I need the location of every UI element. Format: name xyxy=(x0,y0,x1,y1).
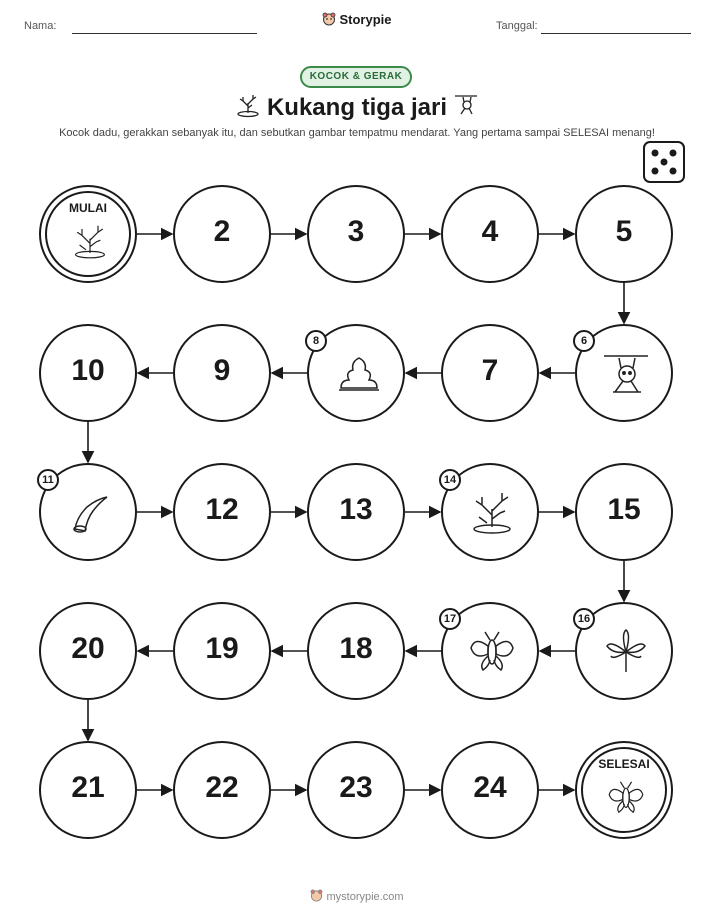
page-title xyxy=(0,92,714,125)
board-space-4 xyxy=(441,185,539,283)
coral-icon xyxy=(70,221,110,266)
space-number: 9 xyxy=(213,354,231,387)
claw-icon xyxy=(65,487,115,542)
date-label: Tanggal: xyxy=(496,20,538,32)
space-number: 13 xyxy=(339,493,373,526)
board-space-5 xyxy=(575,185,673,283)
leaf-icon xyxy=(601,626,651,681)
space-number: 3 xyxy=(347,215,365,248)
space-number: 24 xyxy=(473,771,507,804)
space-number: 4 xyxy=(481,215,499,248)
space-number: 19 xyxy=(205,632,239,665)
board-space-24 xyxy=(441,741,539,839)
storypie-logo-icon xyxy=(322,12,336,29)
space-number-badge: 17 xyxy=(439,608,461,630)
space-number-badge: 11 xyxy=(37,469,59,491)
space-number: 20 xyxy=(71,632,105,665)
game-type-badge: KOCOK & GERAK xyxy=(300,66,412,88)
storypie-logo-icon xyxy=(310,889,323,905)
board-space-18 xyxy=(307,602,405,700)
board-space-23 xyxy=(307,741,405,839)
finish-space xyxy=(575,741,673,839)
brand-name: Storypie xyxy=(339,12,392,27)
board-space-3 xyxy=(307,185,405,283)
space-number: 5 xyxy=(615,215,633,248)
board-space-20 xyxy=(39,602,137,700)
brand-logo xyxy=(0,12,714,29)
moth-icon xyxy=(467,626,517,681)
board-space-9 xyxy=(173,324,271,422)
footer xyxy=(0,889,714,905)
date-line[interactable] xyxy=(541,33,691,34)
space-number: 22 xyxy=(205,771,239,804)
board-space-16 xyxy=(575,602,673,700)
start-space xyxy=(39,185,137,283)
title-text: Kukang tiga jari xyxy=(266,93,448,121)
space-number: 2 xyxy=(213,215,231,248)
space-number-badge: 14 xyxy=(439,469,461,491)
board-space-10 xyxy=(39,324,137,422)
instructions: Kocok dadu, gerakkan sebanyak itu, dan sebutkan gambar tempatmu mendarat. Yang pertama sampai SELESAI menang! xyxy=(59,127,655,139)
board-space-6 xyxy=(575,324,673,422)
board-space-22 xyxy=(173,741,271,839)
board-space-11 xyxy=(39,463,137,561)
space-number: 21 xyxy=(71,771,105,804)
moth-icon xyxy=(606,777,646,822)
board-space-12 xyxy=(173,463,271,561)
sloth-icon xyxy=(601,348,651,403)
board-space-2 xyxy=(173,185,271,283)
board-space-21 xyxy=(39,741,137,839)
space-number: 7 xyxy=(481,354,499,387)
start-label: MULAI xyxy=(69,201,107,215)
space-number-badge: 16 xyxy=(573,608,595,630)
dice-icon xyxy=(643,141,685,188)
footer-url: mystorypie.com xyxy=(326,890,404,903)
name-label: Nama: xyxy=(24,20,57,32)
board-space-15 xyxy=(575,463,673,561)
name-line[interactable] xyxy=(72,33,257,34)
space-number-badge: 8 xyxy=(305,330,327,352)
board-space-13 xyxy=(307,463,405,561)
coral-icon xyxy=(467,487,517,542)
space-number: 10 xyxy=(71,354,105,387)
sloth-icon xyxy=(453,92,479,125)
board-space-7 xyxy=(441,324,539,422)
board-space-8 xyxy=(307,324,405,422)
board-space-17 xyxy=(441,602,539,700)
space-number-badge: 6 xyxy=(573,330,595,352)
space-number: 18 xyxy=(339,632,373,665)
coral-icon xyxy=(235,92,261,125)
finish-label: SELESAI xyxy=(598,757,650,771)
space-number: 15 xyxy=(607,493,641,526)
space-number: 12 xyxy=(205,493,239,526)
board-space-19 xyxy=(173,602,271,700)
space-number: 23 xyxy=(339,771,373,804)
poop-icon xyxy=(333,348,383,403)
board-space-14 xyxy=(441,463,539,561)
